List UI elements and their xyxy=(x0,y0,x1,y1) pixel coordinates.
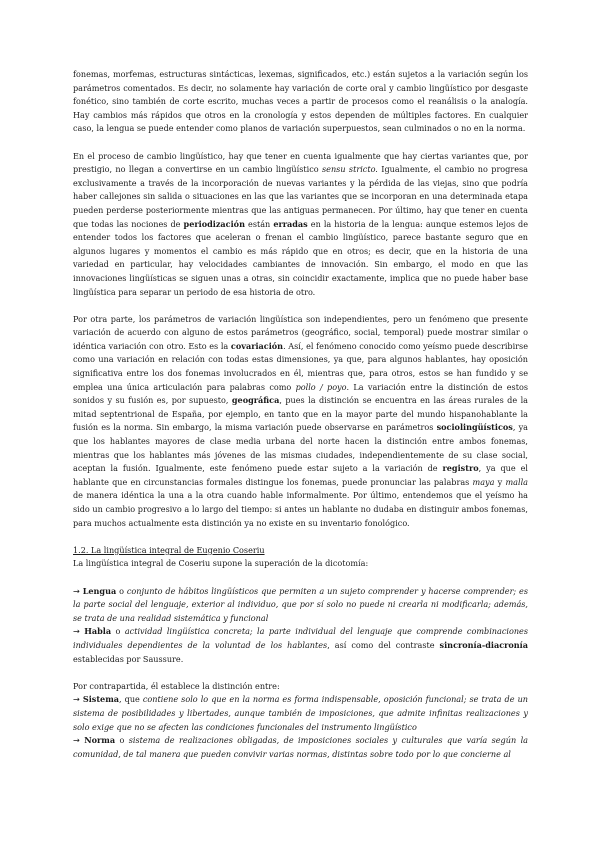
definition-term: Lengua xyxy=(82,585,117,596)
paragraph-covariation xyxy=(73,313,528,531)
text-run: o xyxy=(116,585,127,596)
text-run: o xyxy=(115,735,129,746)
text-run: y xyxy=(494,476,506,487)
definition-text: conjunto de hábitos lingüísticos que permiten a un sujeto comprender y hacerse comprender; es la parte social del lenguaje, exterior al individuo, que por sí solo no puede ni crearla ni modificarla; además, se trata de una realidad sistemática y funcional xyxy=(73,585,528,623)
document-page xyxy=(73,68,528,761)
text-run: , ya que el hablante que en circunstancias formales distingue los fonemas, puede pronunciar las palabras xyxy=(73,463,528,487)
section-heading: 1.2. La lingüística integral de Eugenio Coseriu xyxy=(73,544,265,555)
definition-term: Habla xyxy=(84,626,112,637)
definition-habla xyxy=(73,625,528,666)
arrow-icon: → xyxy=(73,585,80,596)
definition-text: sistema de realizaciones obligadas, de imposiciones sociales y culturales que varía según la comunidad, de tal manera que pueden convivir varias normas, distintas sobre todo por lo que concierne al xyxy=(73,735,528,759)
text-run: Igualmente, el cambio no progresa exclusivamente a través de la incorporación de nuevas variantes y la pérdida de las viejas, sino que podría haber callejones sin salida o situaciones en las que las variantes que se incorporan en una determinada etapa pueden perderse posteriormente mientras que las antiguas permanecen. Por último, hay que tener en cuenta que todas las nociones de xyxy=(73,164,529,229)
bold-term: covariación xyxy=(230,340,284,351)
text-run: , pues la distinción se encuentra en las áreas rurales de la mitad septentrional de España, por ejemplo, en tanto que en la mayor parte del mundo hispanohablante la fusión es la norma. Sin embargo, la misma variación puede observarse en parámetros xyxy=(73,395,528,433)
definition-sistema xyxy=(73,693,528,734)
arrow-icon: → xyxy=(73,735,80,746)
text-run: en la historia de la lengua: aunque estemos lejos de entender todos los factores que aceleran o frenan el cambio lingüístico, parece bastante seguro que en algunos lugares y momentos el cambio es más rápido que en otros; es decir, que en la historia de una variedad en particular, hay velocidades cambiantes de innovación. Sin embargo, el modo en que las innovaciones lingüísticas se siguen unas a otras, sin coincidir exactamente, implica que no puede haber base lingüística para separar un periodo de esa historia de otro. xyxy=(73,218,529,297)
italic-term: malla xyxy=(505,476,529,487)
bold-term: periodización xyxy=(183,218,245,229)
text-run: . La variación entre la distinción de estos sonidos y su fusión es, por supuesto, xyxy=(73,381,528,406)
definition-norma xyxy=(73,734,528,761)
bold-term: registro xyxy=(442,463,479,474)
definition-text: contiene solo lo que en la norma es forma indispensable, oposición funcional; se trata de un sistema de posibilidades y libertades, aunque también de imposiciones, que admite infinitas realizaciones y solo exige que no se afecten las condiciones funcionales del instrumento lingüístico xyxy=(73,694,528,732)
italic-term: maya xyxy=(472,476,495,487)
arrow-icon: → xyxy=(73,626,80,637)
text-run: de manera idéntica la una a la otra cuando hable informalmente. Por último, entendemos que el yeísmo ha sido un cambio progresivo a lo largo del tiempo: si antes un hablante no dudaba en distinguir ambos fonemas, para muchos actualmente esta distinción ya no existe en su inventario fonológico. xyxy=(73,490,528,528)
definition-lengua xyxy=(73,585,528,626)
italic-term: sensu stricto. xyxy=(322,164,378,175)
text-run: . Así, el fenómeno conocido como yeísmo puede describirse como una variación en relación con todas estas dimensiones, ya que, para algunos hablantes, hay oposición significativa entre los dos fonemas involucrados en él, mientras que, para otros, estos se han fundido y se emplea una única articulación para palabras como xyxy=(73,340,528,392)
text-run: están xyxy=(244,218,274,229)
text-run: , que xyxy=(119,694,143,705)
text-run: Por otra parte, los parámetros de variación lingüística son independientes, pero un fenómeno que presente variación de acuerdo con alguno de estos parámetros (geográfico, social, temporal) puede mostrar similar o idéntica variación con otro. Esto es la xyxy=(73,313,528,351)
arrow-icon: → xyxy=(73,694,80,705)
text-run: , ya que los hablantes mayores de clase media urbana del norte hacen la distinción entre ambos fonemas, mientras que los hablantes más jóvenes de las mismas ciudades, independientemente de su clase social, aceptan la fusión. Igualmente, este fenómeno puede estar sujeto a la variación de xyxy=(73,422,528,474)
italic-term: pollo / poyo xyxy=(295,381,347,392)
counter-intro: Por contrapartida, él establece la distinción entre: xyxy=(73,680,280,691)
bold-term: sociolingüísticos xyxy=(436,422,513,433)
text-run: o xyxy=(111,626,125,637)
bold-term: sincronía-diacronía xyxy=(439,639,528,650)
section-intro: La lingüística integral de Coseriu supone la superación de la dicotomía: xyxy=(73,558,369,569)
bold-term: erradas xyxy=(273,218,308,229)
definition-text: actividad lingüística concreta; la parte individual del lenguaje que comprende combinaciones individuales dependientes de la voluntad de los hablantes xyxy=(73,626,528,650)
text-run: En el proceso de cambio lingüístico, hay que tener en cuenta igualmente que hay ciertas variantes que, por prestigio, no llegan a convertirse en un cambio lingüístico xyxy=(73,150,528,175)
paragraph-variation-summary: fonemas, morfemas, estructuras sintácticas, lexemas, significados, etc.) están sujetos a la variación según los parámetros comentados. Es decir, no solamente hay variación de corte oral y cambio lingüístico por desgaste fonético, sino también de corte escrito, muchas veces a partir de procesos como el reanálisis o la analogía. Hay cambios más rápidos que otros en la cronología y estos dependen de múltiples factores. En cualquier caso, la lengua se puede entender como planos de variación superpuestos, sean culminados o no en la norma. xyxy=(73,69,528,134)
definition-term: Sistema xyxy=(82,694,120,705)
text-run: establecidas por Saussure. xyxy=(73,653,184,664)
bold-term: geográfica xyxy=(231,395,280,406)
paragraph-linguistic-change xyxy=(73,150,528,300)
text-run: , así como del contraste xyxy=(327,639,440,650)
definition-term: Norma xyxy=(84,735,116,746)
